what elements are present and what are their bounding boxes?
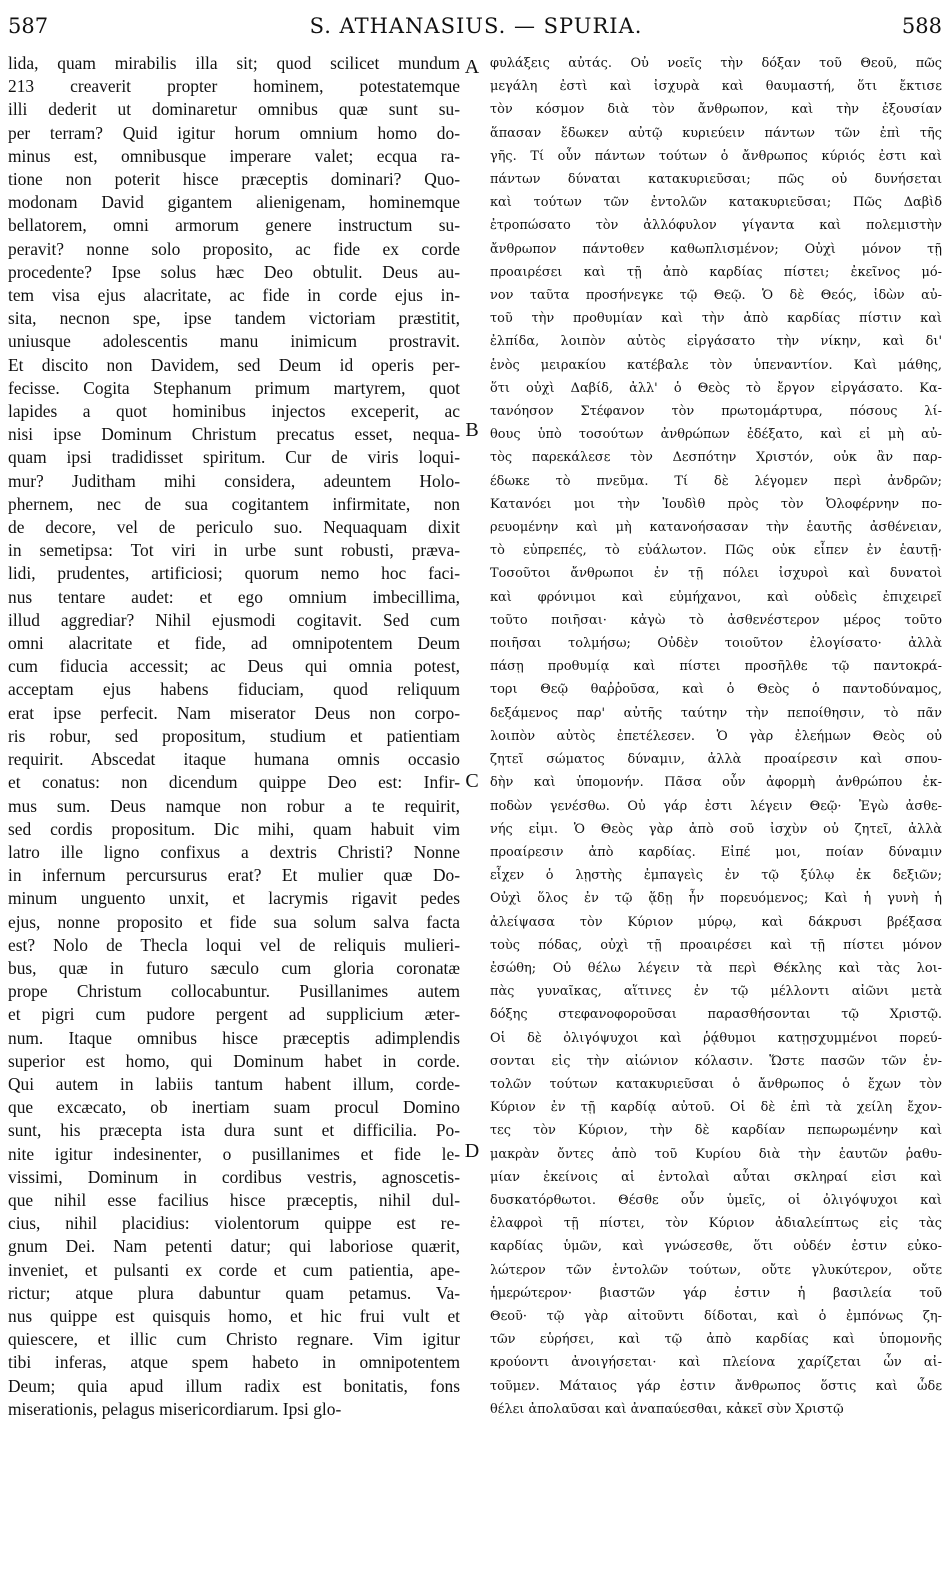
latin-text-line: acceptam ejus habens fiduciam, quod reliquum xyxy=(8,679,460,700)
greek-text-line: νής εἰμι. Ὁ Θεὸς γὰρ ἀπὸ σοῦ ἰσχὺν οὐ ζητεῖ, ἀλλὰ xyxy=(490,821,942,837)
greek-text-line: προαίρεσιν ἀπὸ καρδίας. Εἰπέ μοι, ποίαν δύναμιν xyxy=(490,844,942,860)
latin-text-line: peravit? nonne solo proposito, ac fide ex corde xyxy=(8,238,460,259)
latin-text-line: ris robur, sed propositum, studium et patientiam xyxy=(8,725,460,746)
greek-text-line: ἐτροπώσατο τὸν ἀλλόφυλον γίγαντα καὶ πολεμιστὴν xyxy=(490,218,942,234)
latin-text-line: bellatorem, omni armorum genere instructum su- xyxy=(8,215,460,236)
greek-text-line: ὅτι οὐχὶ Δαβίδ, ἀλλ' ὁ Θεὸς τὸ ἔργον εἰργάσατο. Κα- xyxy=(490,380,942,396)
greek-text-line: πάσῃ προθυμίᾳ καὶ πίστει προσῆλθε τῷ παντοκρά- xyxy=(490,659,942,675)
greek-text-line: πάντων δύναται κατακυριεῦσαι; πῶς οὐ δυνήσεται xyxy=(490,172,942,188)
latin-text-line: de decore, vel de periculo suo. Nequaquam dixit xyxy=(8,517,460,538)
page-number-right: 588 xyxy=(901,14,942,38)
greek-column xyxy=(490,52,942,1421)
greek-text-line: έδωκε τὸ πνεῦμα. Τί δὲ λέγομεν περὶ ἀνδρῶν; xyxy=(490,473,942,489)
latin-text-line: Qui autem in labiis tantum habent illum, corde- xyxy=(8,1073,460,1094)
greek-text-line: τὸν κόσμον διὰ τὸν ἄνθρωπον, καὶ τὴν ἐξουσίαν xyxy=(490,102,942,118)
greek-text-line: ζητεῖ σώματος δύναμιν, ἀλλὰ προαίρεσιν καὶ σπου- xyxy=(490,752,942,768)
latin-text-line: erat ipse perfecit. Nam miserator Deus non corpo- xyxy=(8,702,460,723)
latin-column xyxy=(8,52,460,1421)
latin-text-line: illud aggrediar? Nihil ejusmodi cogitavit. Sed cum xyxy=(8,609,460,630)
greek-text-line: καὶ φρόνιμοι καὶ εὐμήχανοι, καὶ οὐδεὶς ἐπιχειρεῖ xyxy=(490,589,942,605)
latin-text-line: prope Christum collocabuntur. Pusillanimes autem xyxy=(8,981,460,1002)
greek-text-line: νον ταῦτα προσήνεγκε τῷ Θεῷ. Ὁ δὲ Θεός, ἰδὼν αὐ- xyxy=(490,288,942,304)
latin-text-line: procedente? Ipse solus hæc Deo obtulit. Deus au- xyxy=(8,261,460,282)
greek-text-line: Κύριον ἐν τῇ καρδίᾳ αὐτοῦ. Οἱ δὲ ἐπὶ τὰ χείλη ἔχον- xyxy=(490,1100,942,1116)
greek-text-line: τανόησον Στέφανον τὸν πρωτομάρτυρα, πόσους λί- xyxy=(490,404,942,420)
latin-text-line: quam ipsi tradidisset spiritum. Cur de viris loqui- xyxy=(8,447,460,468)
greek-text-line: τῶν εὑρήσει, καὶ τῷ ἀπὸ καρδίας καὶ ὑπομονῆς xyxy=(490,1332,942,1348)
latin-text-line: nisi ipse Dominum Christum precatus esset, nequa- xyxy=(8,424,460,445)
greek-text-line: τολῶν τούτων κατακυριεῦσαι ὁ ἄνθρωπος ὁ ἔχων τὸν xyxy=(490,1076,942,1092)
greek-text-line: τορι Θεῷ θαῤῥοῦσα, καὶ ὁ Θεὸς ὁ παντοδύναμος, xyxy=(490,682,942,698)
latin-text-line: et conatus: non dicendum quippe Deo est: Infir- xyxy=(8,772,460,793)
latin-text-line: in semetipsa: Tot viri in urbe sunt robusti, præva- xyxy=(8,540,460,561)
running-title: S. ATHANASIUS. — SPURIA. xyxy=(309,14,643,38)
greek-text-line: μίαν ἐκείνοις αἱ ἐντολαὶ αὗται σκληραί εἰσι καὶ xyxy=(490,1169,942,1185)
greek-text-line: ἐσώθη; Οὐ θέλω λέγειν τὰ περὶ Θέκλης καὶ τὰς λοι- xyxy=(490,960,942,976)
latin-text-line: cum fiducia accessit; ac Deus qui omnia potest, xyxy=(8,656,460,677)
latin-text-line: vissimi, Dominum in cordibus vestris, agnoscetis- xyxy=(8,1166,460,1187)
latin-text-line: Deum; quia apud illum radix est bonitatis, fons xyxy=(8,1375,460,1396)
greek-text-line: τὸ εὐπρεπές, τὸ εὐάλωτον. Πῶς οὐκ εἶπεν ἐν ἑαυτῇ· xyxy=(490,543,942,559)
page-number-left: 587 xyxy=(8,14,49,38)
latin-text-line: ejus, nonne proposito et fide sua solum salva facta xyxy=(8,911,460,932)
latin-text-line: per terram? Quid igitur horum omnium homo do- xyxy=(8,122,460,143)
latin-text-line: in infernum percursurus erat? Et mulier quæ Do- xyxy=(8,865,460,886)
greek-text-line: ρευομένην καὶ μὴ κατανοήσασαν τὴν ἑαυτῆς ἀσθένειαν, xyxy=(490,520,942,536)
latin-text-line: phernem, nec de sua cogitantem infirmitate, non xyxy=(8,493,460,514)
latin-text-line: tem visa ejus alacritate, ac fide in corde ejus in- xyxy=(8,285,460,306)
greek-text-line: Κατανόει μοι τὴν Ἰουδὶθ πρὸς τὸν Ὀλοφέρνην πο- xyxy=(490,496,942,512)
greek-text-line: ἐλαφροὶ τῇ πίστει, τὸν Κύριον ἀδιαλείπτως εἰς τὰς xyxy=(490,1216,942,1232)
latin-text-line: fecisse. Cogita Stephanum primum martyrem, quot xyxy=(8,377,460,398)
latin-text-line: sunt, his præcepta ista dura sunt et difficilia. Po- xyxy=(8,1120,460,1141)
greek-text-line: δυσκατόρθωτοι. Θέσθε οὖν ὑμεῖς, οἱ ὀλιγόψυχοι καὶ xyxy=(490,1192,942,1208)
latin-text-line: Et discito non Davidem, sed Deum id operis per- xyxy=(8,354,460,375)
latin-text-line: inveniet, et pulsanti ex corde et cum patientia, ape- xyxy=(8,1259,460,1280)
latin-text-line: omni alacritate et fide, ad omnipotentem Deum xyxy=(8,633,460,654)
latin-text-line: gnum Dei. Nam petenti datur; qui laboriose quærit, xyxy=(8,1236,460,1257)
latin-text-line: et pigri cum pudore pergent ad supplicium æter- xyxy=(8,1004,460,1025)
latin-text-line: lidi, prudentes, artificiosi; quorum nemo hoc faci- xyxy=(8,563,460,584)
latin-text-line: nus quippe est quisquis homo, et hic frui vult et xyxy=(8,1305,460,1326)
greek-text-line: φυλάξεις αὐτάς. Οὐ νοεῖς τὴν δόξαν τοῦ Θεοῦ, πῶς xyxy=(490,56,942,71)
latin-text-line: que nihil esse facilius hisce præceptis, nihil dul- xyxy=(8,1189,460,1210)
latin-text-line: bus, quæ in futuro sæculo cum gloria coronatæ xyxy=(8,957,460,978)
greek-text-line: λώτερον τῶν ἐντολῶν τούτων, οὔτε γλυκύτερον, οὔτε xyxy=(490,1262,942,1278)
margin-marker-a: A xyxy=(464,56,480,78)
greek-text-line: τες τὸν Κύριον, τὴν δὲ καρδίαν πεπωρωμένην καὶ xyxy=(490,1123,942,1139)
greek-text-line: Θεοῦ· τῷ γὰρ αἰτοῦντι δίδοται, καὶ ὁ ἐμπόνως ζη- xyxy=(490,1308,942,1324)
greek-text-line: τοῦ τὴν προθυμίαν καὶ τὴν ἀπὸ καρδίας πίστιν καὶ xyxy=(490,311,942,327)
latin-text-line: modonam David gigantem alienigenam, hominemque xyxy=(8,192,460,213)
latin-text-line: 213 creaverit propter hominem, potestatemque xyxy=(8,76,460,97)
greek-text-line: ἅπασαν ἔδωκεν αὐτῷ κυριεύειν πάντων τῶν ἐπὶ τῆς xyxy=(490,125,942,141)
latin-text-line: uniusque adolescentis manu inimicum prostravit. xyxy=(8,331,460,352)
latin-text-line: nus tentare audet: et ego omnium imbecillima, xyxy=(8,586,460,607)
latin-text-line: nite igitur indesinenter, o pusillanimes et fide le- xyxy=(8,1143,460,1164)
latin-text-line: rictur; atque plura dabuntur quam petamus. Va- xyxy=(8,1282,460,1303)
margin-marker-d: D xyxy=(464,1140,480,1162)
greek-text-line: Οἱ δὲ ὀλιγόψυχοι καὶ ῥᾴθυμοι κατῃσχυμμένοι πορεύ- xyxy=(490,1030,942,1046)
greek-text-line: καὶ τούτων τῶν ἐντολῶν κατακυριεῦσαι; Πῶς Δαβὶδ xyxy=(490,195,942,211)
greek-text-line: ἐλπίδα, λοιπὸν αὐτὸς εἰργάσατο τὴν νίκην, καὶ δι' xyxy=(490,334,942,350)
greek-text-line: τὸς παρεκάλεσε τὸν Δεσπότην Χριστόν, οὐκ ἂν παρ- xyxy=(490,450,942,466)
greek-text-line: ἑνὸς μειρακίου κατέβαλε τὸν ὑπεναντίον. Καὶ μάθης, xyxy=(490,357,942,373)
greek-text-line: Οὐχὶ ὅλος ἐν τῷ ᾅδῃ ἦν πορευόμενος; Καὶ ἡ γυνὴ ἡ xyxy=(490,891,942,907)
greek-text-line: πὰς γυναῖκας, αἵτινες ἐν τῷ μέλλοντι αἰῶνι μετὰ xyxy=(490,984,942,1000)
margin-marker-c: C xyxy=(465,770,479,792)
greek-text-line: μεγάλη ἐστὶ καὶ ἰσχυρὰ καὶ θαυμαστή, ὅτι ἔκτισε xyxy=(490,79,942,95)
latin-text-line: sita, necnon spe, ipse tandem victoriam præstitit, xyxy=(8,308,460,329)
latin-text-line: num. Itaque omnibus hisce præceptis adimplendis xyxy=(8,1027,460,1048)
latin-text-line: tibi inferas, atque spem habeto in omnipotentem xyxy=(8,1352,460,1373)
latin-text-line: superior est homo, qui Dominum habet in corde. xyxy=(8,1050,460,1071)
latin-text-line: latro ille ligno confixus a dextris Christi? Nonne xyxy=(8,841,460,862)
greek-text-line: κρούοντι ἀνοιγήσεται· καὶ πλείονα χαρίζεται ὧν αἰ- xyxy=(490,1355,942,1371)
latin-text-line: mur? Juditham mihi considera, adeuntem Holo- xyxy=(8,470,460,491)
margin-marker-b: B xyxy=(465,419,479,441)
greek-text-line: θέλει ἀπολαῦσαι καὶ ἀναπαύεσθαι, κἀκεῖ σὺν Χριστῷ xyxy=(490,1401,844,1417)
page-header xyxy=(0,0,952,48)
greek-text-line: λοιπὸν αὐτὸς ἐπετέλεσεν. Ὁ γὰρ ἐλεήμων Θεὸς οὐ xyxy=(490,728,942,744)
greek-text-line: δόξης στεφανοφοροῦσαι παρασθήσονται τῷ Χριστῷ. xyxy=(490,1007,942,1023)
latin-text-line: requirit. Abscedat itaque humana omnis occasio xyxy=(8,749,460,770)
greek-text-line: τοὺς πόδας, οὐχὶ τῇ προαιρέσει καὶ τῇ πίστει μόνον xyxy=(490,937,942,953)
greek-text-line: ἄνθρωπον πάντοθεν καθωπλισμένον; Οὐχὶ μόνον τῇ xyxy=(490,241,942,257)
latin-text-line: tione non poterit hisce præceptis dominari? Quo- xyxy=(8,169,460,190)
greek-text-line: ποιῆσαι τολμήσω; Οὐδὲν τοιοῦτον ἐλογίσατο· ἀλλὰ xyxy=(490,636,942,652)
latin-text-line: mus sum. Deus namque non robur a te requirit, xyxy=(8,795,460,816)
latin-text-line: minus est, omnibusque imperare valet; ecqua ra- xyxy=(8,145,460,166)
latin-text-line: cius, nihil placidius: violentorum quippe est re- xyxy=(8,1213,460,1234)
greek-text-line: τοῦμεν. Μάταιος γάρ ἐστιν ἄνθρωπος ὅστις καὶ ὧδε xyxy=(490,1378,942,1394)
greek-text-line: δεξάμενος παρ' αὐτῆς ταύτην τὴν πεποίθησιν, τὸ πᾶν xyxy=(490,705,942,721)
greek-text-line: εἶχεν ὁ λῃστὴς ἐμπαγεὶς ἐν τῷ ξύλῳ ἐκ δεξιῶν; xyxy=(490,868,942,884)
greek-text-line: καρδίας ὑμῶν, καὶ γνώσεσθε, ὅτι οὐδέν ἐστιν εὐκο- xyxy=(490,1239,942,1255)
latin-text-line: lida, quam mirabilis illa sit; quod scilicet mundum xyxy=(8,53,460,73)
greek-text-line: σονται εἰς τὴν αἰώνιον κόλασιν. Ὥστε πασῶν τῶν ἐν- xyxy=(490,1053,942,1069)
greek-text-line: ἀλείψασα τὸν Κύριον μύρῳ, καὶ δάκρυσι βρέξασα xyxy=(490,914,942,930)
latin-text-line: lapides a quot hominibus injectos exceperit, ac xyxy=(8,401,460,422)
greek-text-line: ποδὼν γενέσθω. Οὐ γάρ ἐστι λέγειν Θεῷ· Ἐγὼ ἀσθε- xyxy=(490,798,942,814)
latin-text-line: miserationis, pelagus misericordiarum. Ipsi glo- xyxy=(8,1398,342,1419)
greek-text-line: Τοσοῦτοι ἄνθρωποι ἐν τῇ πόλει ἰσχυροὶ καὶ δυνατοὶ xyxy=(490,566,942,582)
greek-text-line: γῆς. Τί οὖν πάντων τούτων ὁ ἄνθρωπος κύριός ἐστι καὶ xyxy=(490,148,942,164)
greek-text-line: προαιρέσει καὶ τῇ ἀπὸ καρδίας πίστει; ἐκεῖνος μό- xyxy=(490,264,942,280)
greek-text-line: δὴν καὶ ὑπομονήν. Πᾶσα οὖν ἀφορμὴ ἀνθρώπου ἐκ- xyxy=(490,775,942,791)
latin-text-line: sed cordis propositum. Dic mihi, quam habuit vim xyxy=(8,818,460,839)
greek-text-line: μακρὰν ὄντες ἀπὸ τοῦ Κυρίου διὰ τὴν ἑαυτῶν ῥαθυ- xyxy=(490,1146,942,1162)
greek-text-line: ἡμερώτερον· βιαστῶν γάρ ἐστιν ἡ βασιλεία τοῦ xyxy=(490,1285,942,1301)
greek-text-line: τοῦτο ποιῆσαι· κἀγὼ τὸ ἀσθενέστερον μέρος τοῦτο xyxy=(490,612,942,628)
latin-text-line: minum unguento unxit, et lacrymis rigavit pedes xyxy=(8,888,460,909)
latin-text-line: quiescere, et illic cum Christo regnare. Vim igitur xyxy=(8,1329,460,1350)
latin-text-line: est? Nolo de Thecla loqui vel de reliquis mulieri- xyxy=(8,934,460,955)
latin-text-line: illi dederit ut dominaretur omnibus quæ sunt su- xyxy=(8,99,460,120)
latin-text-line: que excæcato, ob inertiam suam procul Domino xyxy=(8,1097,460,1118)
greek-text-line: θους ὑπὸ τοσούτων ἀνθρώπων ἐδέξατο, καὶ εἰ μὴ αὐ- xyxy=(490,427,942,443)
